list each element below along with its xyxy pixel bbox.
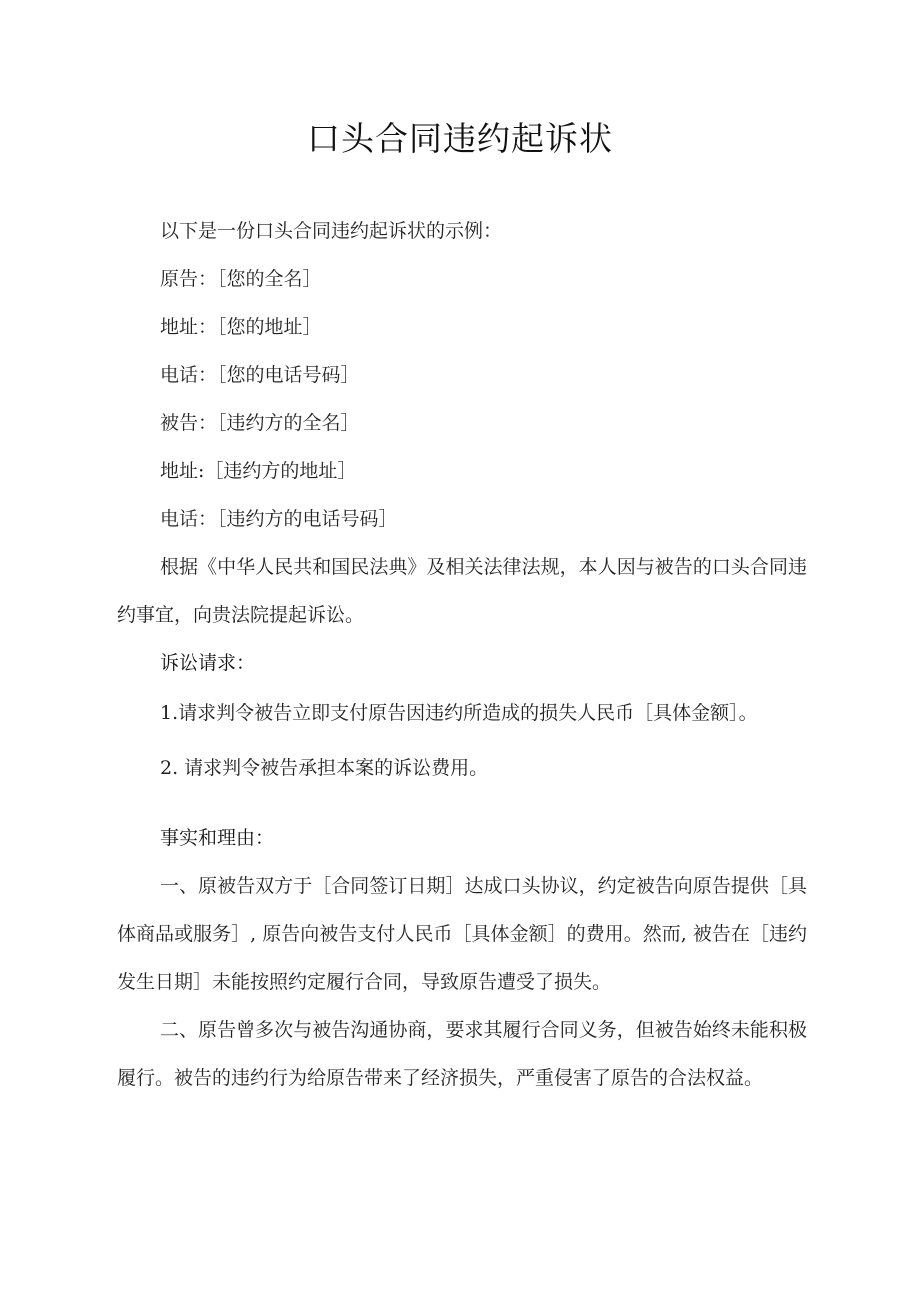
facts-paragraph-2: 二、原告曾多次与被告沟通协商，要求其履行合同义务，但被告始终未能积极履行。被告的违约行为给原告带来了经济损失，严重侵害了原告的合法权益。 [117,1019,807,1089]
legal-basis-paragraph: 根据《中华人民共和国民法典》及相关法律法规，本人因与被告的口头合同违约事宜，向贵法院提起诉讼。 [117,556,807,626]
document-title: 口头合同违约起诉状 [307,119,613,158]
defendant-phone: 电话：［违约方的电话号码］ [160,508,398,530]
defendant-address: 地址:［违约方的地址］ [160,460,357,482]
claim-item-2: 2. 请求判令被告承担本案的诉讼费用。 [160,757,489,779]
defendant-name: 被告：［违约方的全名］ [160,412,360,434]
claims-heading: 诉讼请求： [160,652,256,674]
claim-item-1: 1.请求判令被告立即支付原告因违约所造成的损失人民币［具体金额］。 [160,702,758,724]
plaintiff-address: 地址：［您的地址］ [160,316,322,338]
plaintiff-phone: 电话：［您的电话号码］ [160,364,360,386]
facts-paragraph-1: 一、原被告双方于［合同签订日期］达成口头协议，约定被告向原告提供［具体商品或服务］, 原告向被告支付人民币［具体金额］的费用。然而, 被告在［违约发生日期］未能按照约定履行合同，导致原告遭受了损失。 [117,875,807,993]
intro-text: 以下是一份口头合同违约起诉状的示例： [160,220,503,242]
plaintiff-name: 原告：［您的全名］ [160,268,322,290]
facts-heading: 事实和理由： [160,827,275,849]
